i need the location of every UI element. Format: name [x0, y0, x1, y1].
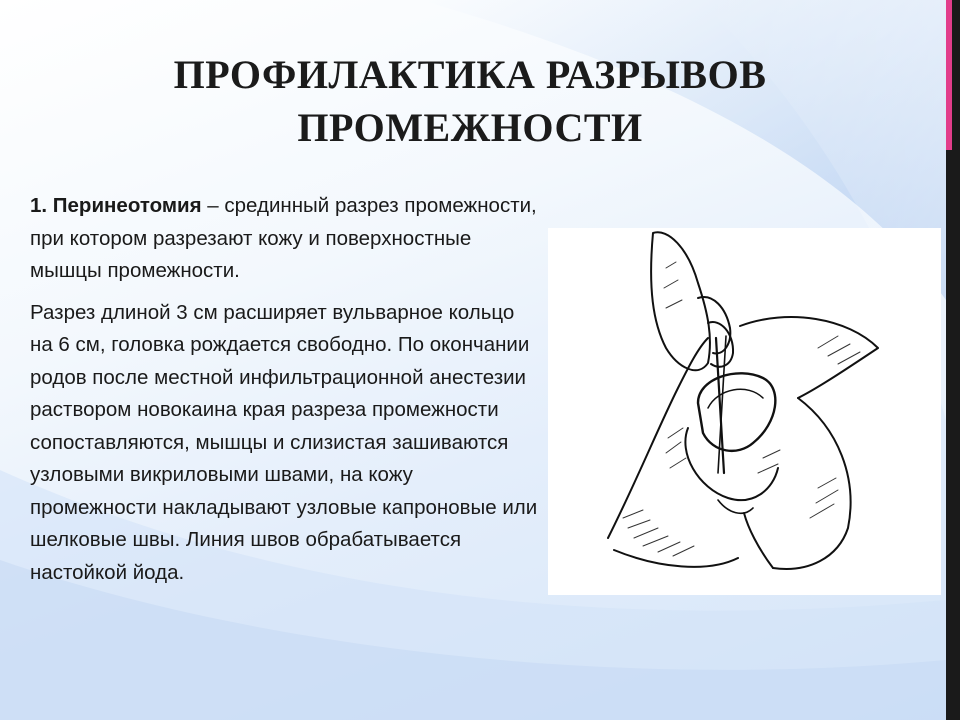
paragraph-procedure: Разрез длиной 3 см расширяет вульварное кольцо на 6 см, головка рождается свободно. По окончании родов после местной инфильтрационной анестезии раствором новокаина края разреза промежности сопоставляются, мышцы и слизистая зашиваются узловыми викриловыми швами, на кожу промежности накладывают узловые капроновые или шелковые швы. Линия швов обрабатывается настойкой йода. — [30, 300, 538, 584]
accent-stripe — [946, 0, 952, 150]
right-edge-bar — [946, 0, 960, 720]
perineotomy-definition: – срединный разрез промежности, при котором разрезают кожу и поверхностные мышцы промежности. — [30, 194, 537, 282]
episiotomy-drawing-icon — [548, 228, 941, 595]
term-perineotomy: 1. Перинеотомия — [30, 194, 202, 217]
paragraph-perineotomy — [30, 190, 540, 288]
title-line-2: ПРОМЕЖНОСТИ — [297, 105, 643, 150]
slide-body — [30, 190, 540, 598]
episiotomy-illustration — [548, 228, 941, 595]
title-line-1: ПРОФИЛАКТИКА РАЗРЫВОВ — [173, 52, 767, 97]
slide-title — [60, 48, 880, 154]
